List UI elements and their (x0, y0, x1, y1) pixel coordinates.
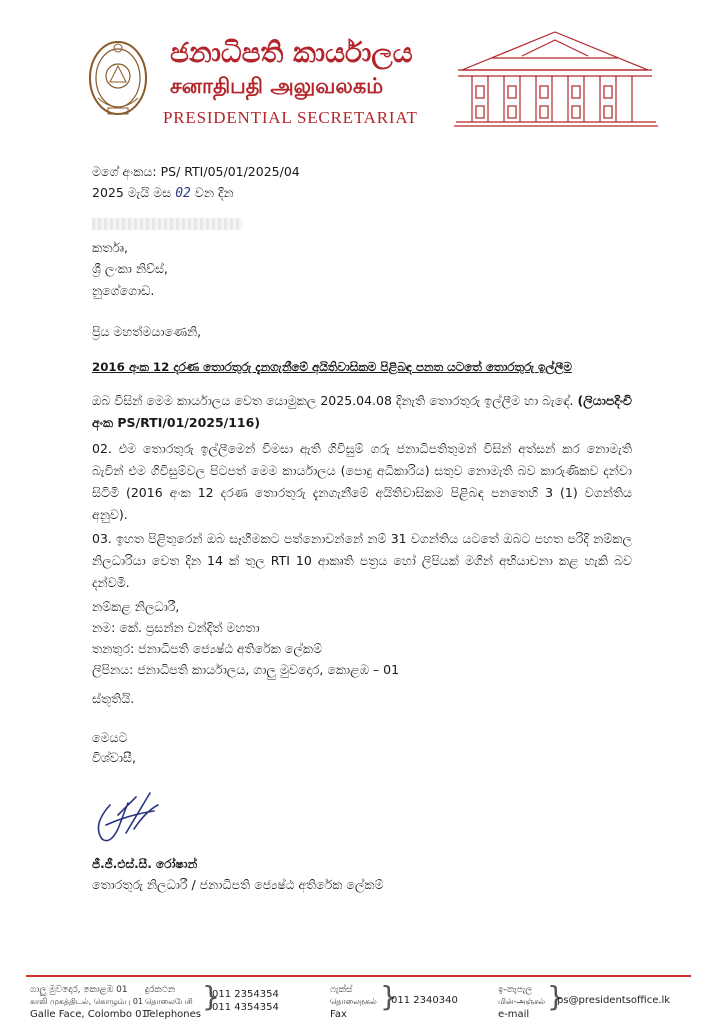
handwritten-signature-icon (88, 785, 178, 855)
footer-email-tamil: மின்-அஞ்சல் (498, 997, 546, 1006)
footer-address-tamil: காலி முகத்திடல், கொழும்பு 01 (30, 997, 144, 1006)
thanks: ස්තූතියි. (92, 691, 135, 706)
footer-telephone-labels (145, 984, 205, 1021)
recipient-line-3: නුගේගොඩ. (92, 283, 155, 298)
signatory-title: තොරතුරු නිලධාරී / ජනාධිපති ජ්‍යෙෂ්ඨ අතිරේක ලේකම් (92, 877, 384, 892)
designated-officer-position: තනතුර: ජනාධිපති ජ්‍යෙෂ්ඨ අතිරේක ලේකම් (92, 641, 323, 656)
salutation: ප්‍රිය මහත්මයාණෙනි, (92, 324, 202, 339)
subject-line: 2016 අංක 12 දරණ තොරතුරු දැනගැනීමේ අයිතිවාසිකම පිළිබඳ පනත යටතේ තොරතුරු ඉල්ලීම (92, 360, 572, 374)
paragraph-3: 03. ඉහත පිළිතුරෙන් ඔබ සෑහීමකට පත්නොවන්නේ නම් 31 වගන්තිය යටතේ ඔබට පහත පරිදි නම්කල නිලධාරියා වෙත දින 14 ක් තුල RTI 10 ආකෘති පත්‍රය හෝ ලිපියක් මගින් අභියාචනා කළ හැකි බව දන්වමි. (92, 531, 632, 590)
footer-address-english: Galle Face, Colombo 01 (30, 1009, 148, 1020)
presidential-secretariat-building-icon (452, 26, 658, 128)
footer-email-english: e-mail (498, 1009, 530, 1020)
footer-fax-tamil: தொலைநகல் (330, 997, 377, 1006)
signatory-name: ජී.ජී.එස්.සී. රෝෂාන් (92, 857, 198, 871)
national-emblem (86, 38, 150, 124)
recipient-line-2: ශ්‍රී ලංකා නිව්ස්, (92, 261, 168, 276)
closing-line-1: මෙයට (92, 730, 128, 745)
date-suffix: වන දින (194, 185, 234, 200)
designated-officer-address: ලිපිනය: ජනාධිපති කාර්යාලය, ගාලු මුවදොර, කොළඹ – 01 (92, 662, 400, 677)
footer-tel-2: 011 4354354 (212, 1002, 279, 1013)
footer-address-sinhala: ගාලු මුවදොර, කොළඹ 01 (30, 985, 128, 995)
footer-telephone-numbers (212, 988, 279, 1014)
building-illustration (452, 26, 658, 128)
handwritten-day: 02 (175, 186, 191, 201)
signature (88, 785, 178, 855)
footer-tel-sinhala: දුරකථන (145, 985, 176, 995)
footer-tel-1: 011 2354354 (212, 989, 279, 1000)
letterhead-title-tamil: சனாதிபதி அலுவலகம் (170, 74, 384, 98)
paragraph-1-text: ඔබ විසින් මෙම කාර්යාලය වෙත යොමුකල 2025.04.08 දිනැති තොරතුරු ඉල්ලීම හා බැඳේ. (92, 393, 574, 408)
paragraph-1 (92, 390, 632, 434)
footer-fax-number: 011 2340340 (391, 995, 458, 1006)
reference-date (92, 183, 234, 204)
redacted-recipient-name (92, 218, 242, 230)
letterhead-title-english: PRESIDENTIAL SECRETARIAT (163, 108, 418, 127)
footer-tel-english: Telephones (145, 1009, 201, 1020)
footer-email-address[interactable]: ps@presidentsoffice.lk (557, 995, 671, 1006)
reference-number: මගේ අංකය: PS/ RTI/05/01/2025/04 (92, 164, 300, 179)
recipient-line-1: කර්තෘ, (92, 240, 128, 255)
footer-fax-english: Fax (330, 1009, 347, 1020)
letterhead-title-sinhala: ජනාධිපති කාර්යාලය (170, 36, 413, 69)
footer-fax-brace: } (380, 980, 398, 1013)
designated-officer-name: නම: කේ. ප්‍රසන්න චන්දිත් මහතා (92, 620, 260, 635)
footer-tel-tamil: தொலைபேசி (145, 997, 193, 1006)
paragraph-2: 02. එම තොරතුරු ඉල්ලීමෙන් විමසා ඇති ගිවිසුම් ගරු ජනාධිපතිතුමන් විසින් අත්සන් කර නොමැති බැවින් එම ගිවිසුම්වල පිටපත් මෙම කාර්යාලය (පොදු අධිකාරිය) සතුව නොමැති බව කාරුණිකව දන්වා සිටිමි (2016 අංක 12 දරණ තොරතුරු දැනගැනීමේ අයිතිවාසිකම පිළිබඳ පනතෙහි 3 (1) වගන්තිය අනුව). (92, 441, 632, 522)
footer-email-sinhala: ඉ-තැපැල (498, 985, 533, 995)
footer-fax-sinhala: ෆැක්ස් (330, 985, 353, 995)
footer-email-brace: } (547, 980, 565, 1013)
closing-line-2: විශ්වාසී, (92, 750, 136, 765)
footer-divider (26, 975, 691, 977)
footer-tel-brace: } (202, 980, 220, 1013)
designated-officer-heading: නම්කළ නිලධාරී, (92, 599, 180, 614)
national-emblem-seal-icon (86, 38, 150, 124)
date-prefix: 2025 මැයි මස (92, 185, 172, 200)
registration-reference: (ලියාපදිංචි අංක PS/RTI/01/2025/116) (92, 393, 632, 430)
